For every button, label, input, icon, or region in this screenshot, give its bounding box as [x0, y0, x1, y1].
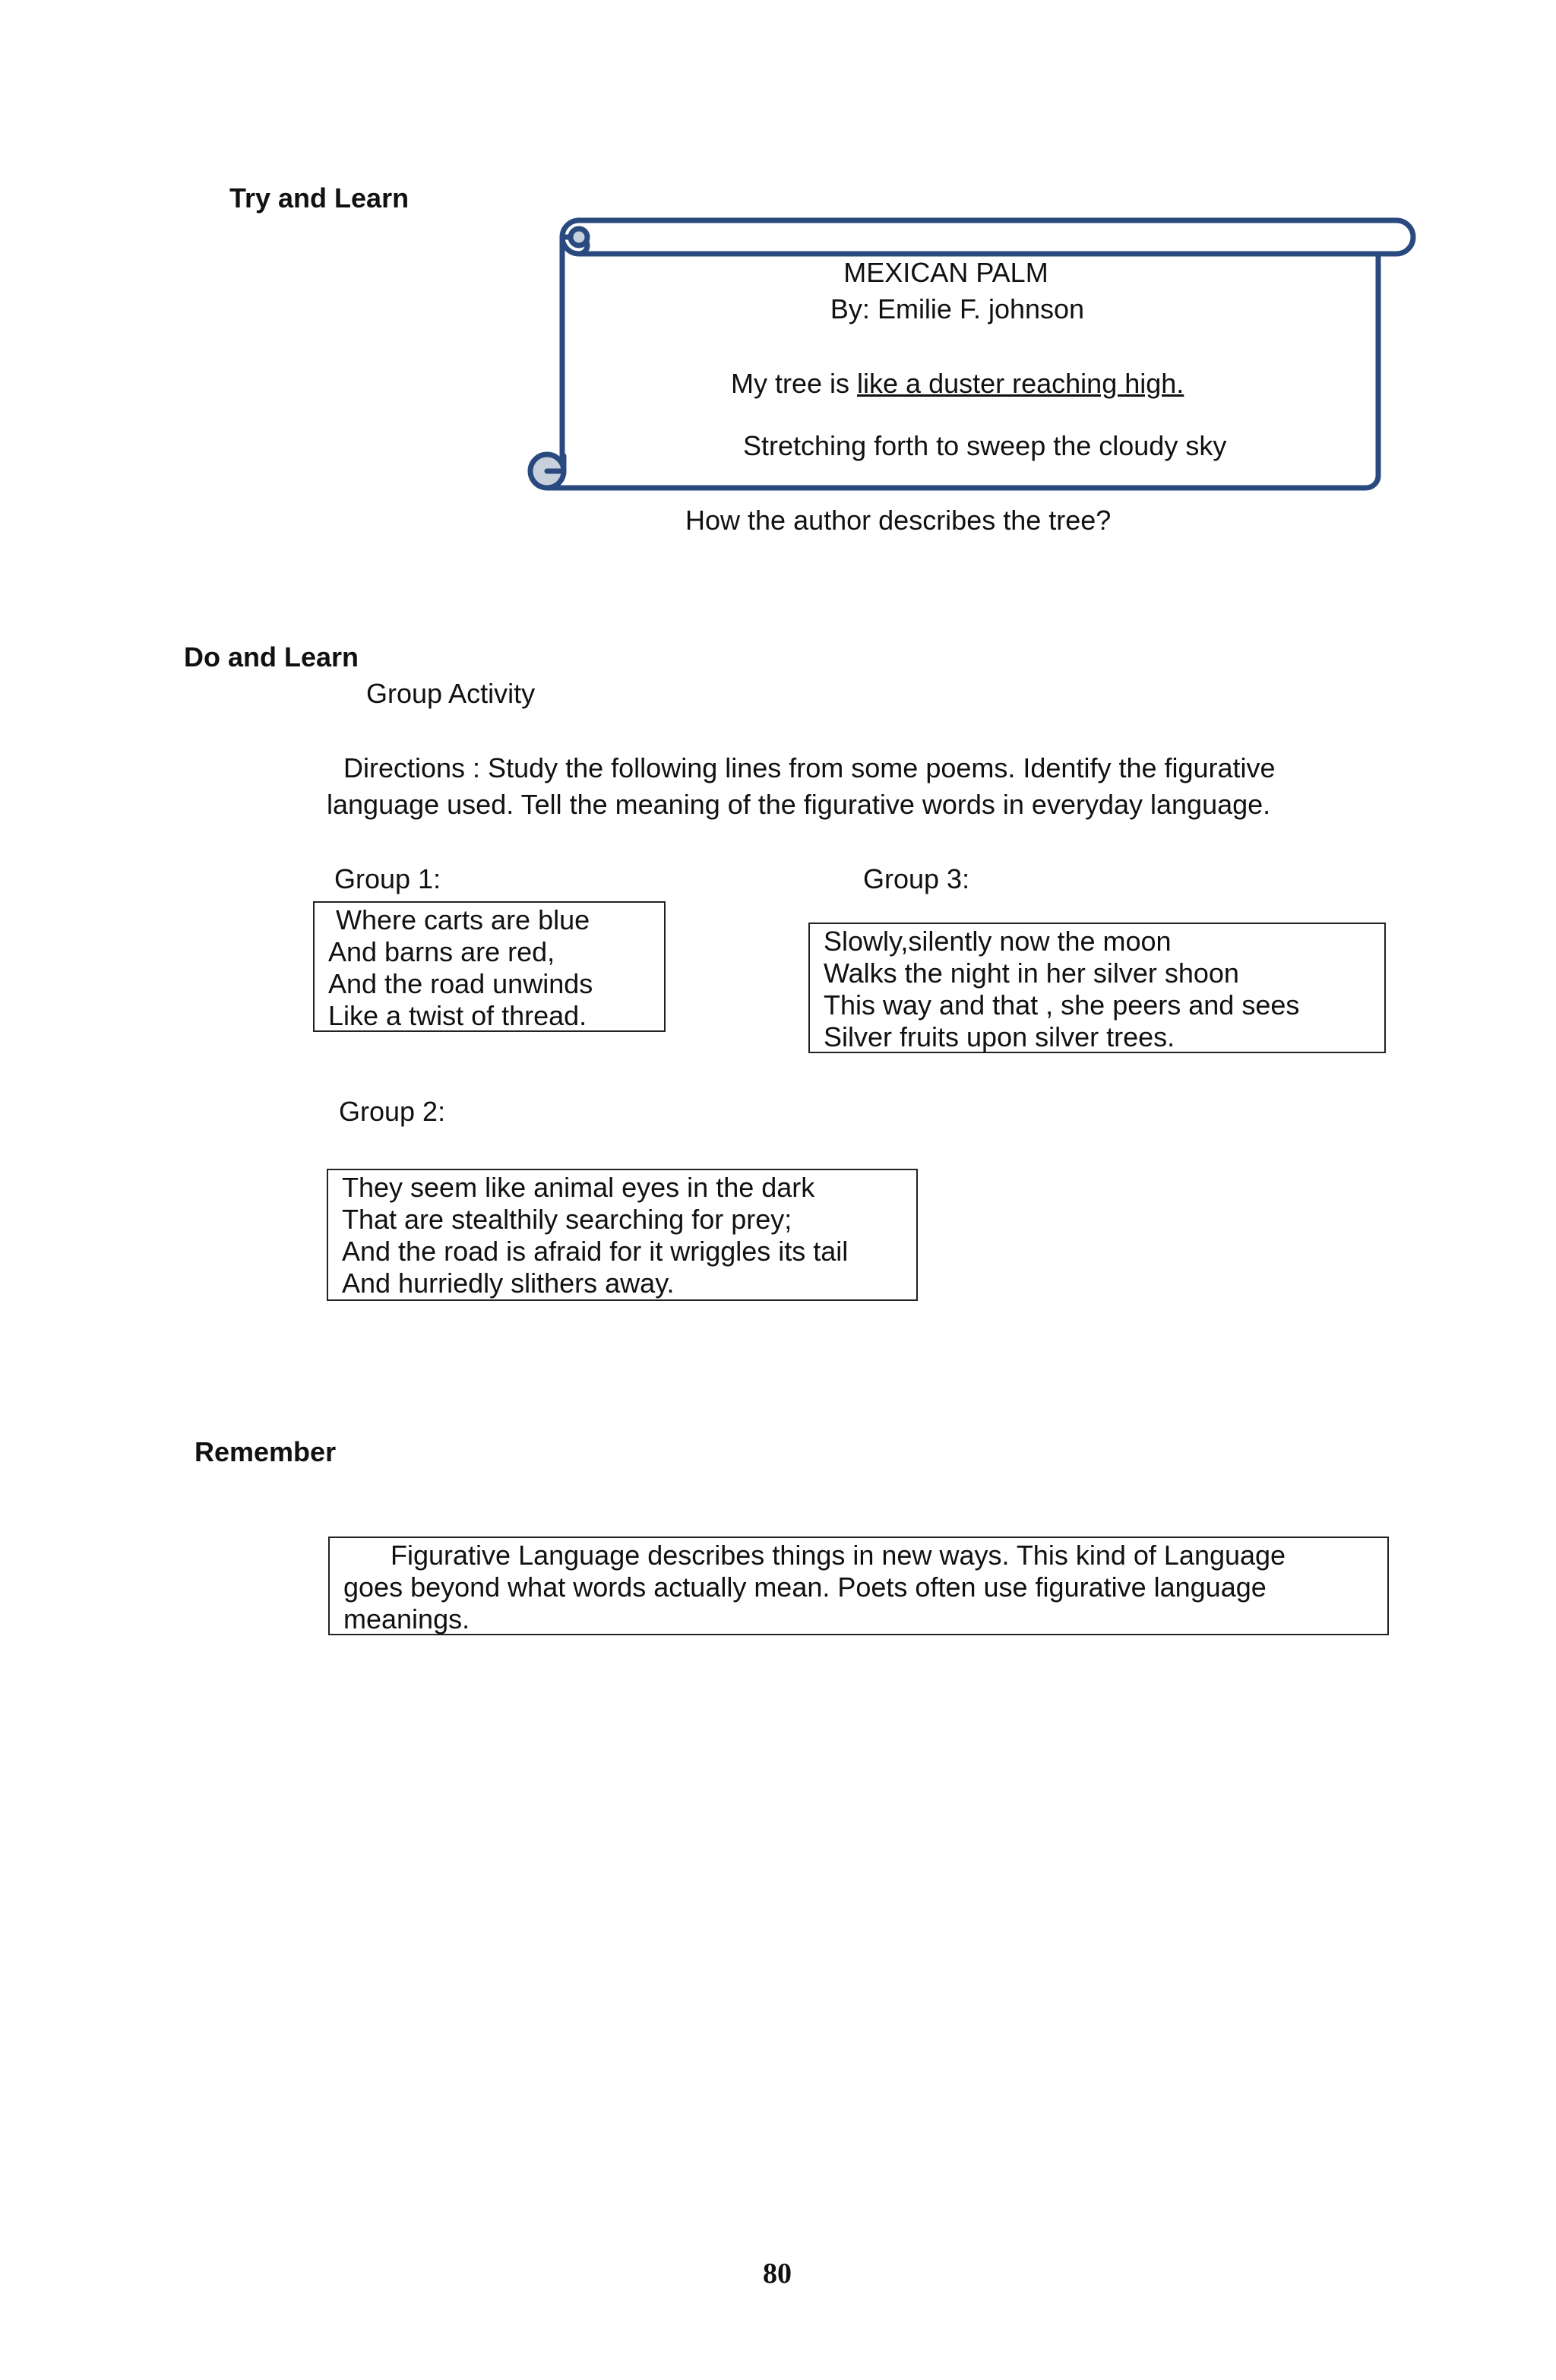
directions-line-2: language used. Tell the meaning of the figurative words in everyday language.: [327, 789, 1271, 820]
group-2-line: And hurriedly slithers away.: [342, 1268, 675, 1299]
group-2-line: They seem like animal eyes in the dark: [342, 1172, 815, 1203]
poem-line-1: [731, 368, 1184, 400]
group-1-box: [313, 901, 666, 1032]
group-3-line: Walks the night in her silver shoon: [824, 957, 1239, 989]
group-activity-subheading: Group Activity: [366, 678, 536, 709]
group-3-line: Slowly,silently now the moon: [824, 926, 1172, 957]
group-1-line: Where carts are blue: [336, 904, 590, 935]
group-1-line: Like a twist of thread.: [328, 1000, 587, 1031]
group-2-box: [327, 1169, 918, 1301]
group-1-label: Group 1:: [334, 863, 441, 894]
group-2-line: And the road is afraid for it wriggles its tail: [342, 1236, 849, 1267]
poem-line-1-plain: My tree is: [731, 368, 858, 399]
group-3-line: This way and that , she peers and sees: [824, 989, 1300, 1021]
remember-box: [328, 1537, 1389, 1635]
group-2-label: Group 2:: [339, 1096, 446, 1127]
page-number: 80: [763, 2258, 792, 2290]
remember-line: meanings.: [343, 1603, 470, 1635]
directions-line-1: Directions : Study the following lines from some poems. Identify the figurative: [343, 752, 1276, 783]
group-3-label: Group 3:: [863, 863, 970, 894]
group-3-line: Silver fruits upon silver trees.: [824, 1021, 1175, 1052]
group-1-line: And barns are red,: [328, 936, 555, 967]
remember-line: goes beyond what words actually mean. Poets often use figurative language: [343, 1571, 1267, 1603]
poem-line-2: Stretching forth to sweep the cloudy sky: [743, 430, 1227, 461]
top-curl: [571, 229, 587, 245]
group-2-line: That are stealthily searching for prey;: [342, 1204, 792, 1235]
poem-line-1-simile: like a duster reaching high.: [857, 368, 1184, 399]
group-3-box: [808, 923, 1386, 1053]
remember-heading: Remember: [194, 1436, 337, 1467]
poem-author: By: Emilie F. johnson: [830, 293, 1085, 324]
do-and-learn-heading: Do and Learn: [184, 641, 359, 673]
tree-question: How the author describes the tree?: [685, 505, 1112, 536]
try-and-learn-heading: Try and Learn: [229, 182, 410, 214]
group-1-line: And the road unwinds: [328, 968, 593, 999]
poem-title: MEXICAN PALM: [843, 257, 1048, 288]
remember-line: Figurative Language describes things in new ways. This kind of Language: [391, 1540, 1286, 1571]
